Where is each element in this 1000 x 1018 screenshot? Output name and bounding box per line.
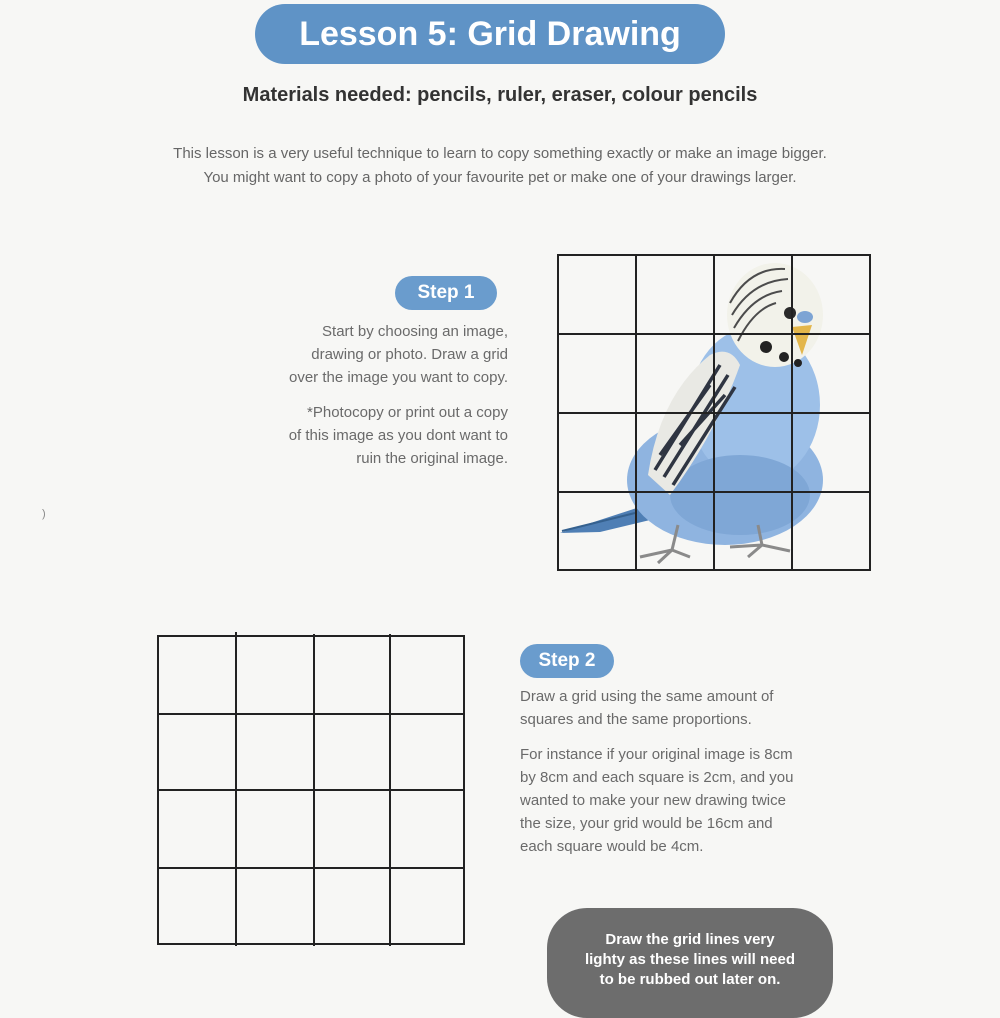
step-1-note-line: ruin the original image.	[356, 450, 508, 467]
tip-box	[547, 908, 833, 1018]
step-2-example-line: each square would be 4cm.	[520, 838, 704, 855]
step-1-badge	[395, 276, 497, 310]
step-2-badge	[520, 644, 614, 678]
materials-needed: Materials needed: pencils, ruler, eraser, colour pencils	[242, 84, 758, 106]
tip-line: lighty as these lines will need	[584, 951, 796, 968]
step-2-example-line: the size, your grid would be 16cm and	[520, 815, 773, 832]
step-1-text-line: Start by choosing an image,	[322, 323, 508, 340]
step-1-text-line: drawing or photo. Draw a grid	[311, 346, 508, 363]
step-2-text-line: Draw a grid using the same amount of	[520, 688, 774, 705]
empty-drawing-grid	[150, 628, 475, 953]
page-title: Lesson 5: Grid Drawing	[299, 14, 681, 53]
budgie-grid-illustration	[540, 245, 885, 580]
title-banner	[255, 4, 725, 64]
step-1-text-line: over the image you want to copy.	[288, 369, 508, 386]
step-1-note	[200, 401, 508, 470]
tip-line: to be rubbed out later on.	[599, 971, 781, 988]
tip-line: Draw the grid lines very	[605, 931, 775, 948]
step-2-example-line: by 8cm and each square is 2cm, and you	[520, 769, 794, 786]
step-2-label: Step 2	[538, 650, 596, 671]
intro-line-2: You might want to copy a photo of your favourite pet or make one of your drawings larger.	[203, 169, 797, 186]
step-2-example	[520, 743, 920, 858]
step-2-text	[520, 685, 920, 731]
step-1-text	[200, 320, 508, 389]
step-1-label: Step 1	[417, 282, 475, 303]
step-1-note-line: of this image as you dont want to	[288, 427, 508, 444]
margin-mark: )	[42, 508, 46, 520]
step-2-example-line: wanted to make your new drawing twice	[520, 792, 786, 809]
step-2-example-line: For instance if your original image is 8cm	[520, 746, 793, 763]
step-2-text-line: squares and the same proportions.	[520, 711, 752, 728]
intro-line-1: This lesson is a very useful technique to learn to copy something exactly or make an image bigger.	[173, 145, 827, 162]
step-1-note-line: *Photocopy or print out a copy	[307, 404, 508, 421]
